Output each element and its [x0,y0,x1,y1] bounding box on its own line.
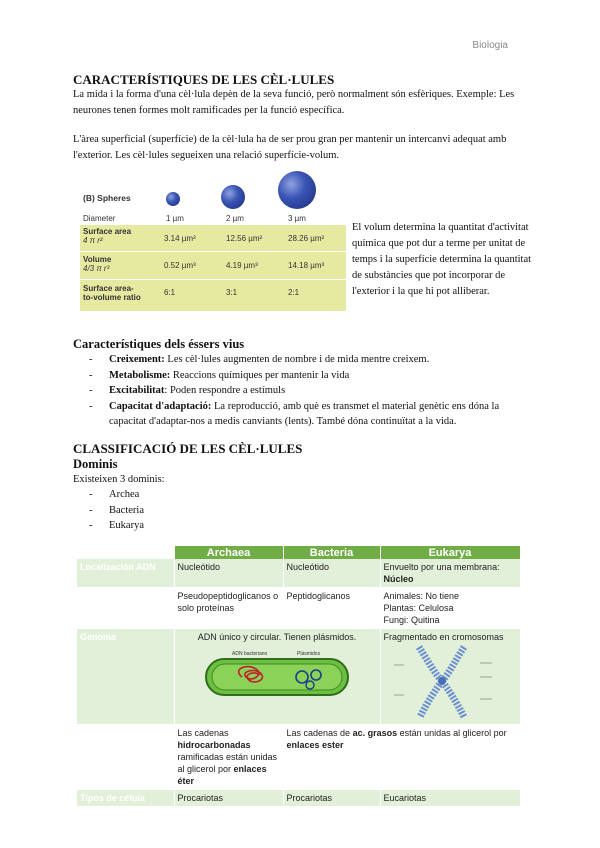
surface-area-2: 12.56 µm² [226,234,263,243]
header-subject: Biologia [472,40,508,51]
header-archaea: Archaea [174,546,283,559]
sphere-1um [166,192,180,206]
diameter-label: Diameter [83,214,116,223]
volume-1: 0.52 µm³ [164,261,196,270]
table-row [77,629,520,725]
list-item: - Bacteria [73,503,273,519]
table-cell: Envuelto por una membrana: Núcleo [380,559,520,588]
table-cell: Nucleótido [283,559,380,588]
table-cell: Peptidoglicanos [283,588,380,629]
domains-intro: Existeixen 3 dominis: [73,474,165,485]
table-corner [77,546,174,559]
ratio-3: 2:1 [288,288,300,297]
volume-formula: 4/3 π r³ [83,264,110,273]
diagram-label-dna: ADN bacteriano [232,651,268,657]
table-cell: Las cadenas de ac. grasos están unidas al glicerol por enlaces ester [283,725,520,790]
surface-area-label: Surface area [83,227,132,236]
list-item: - Creixement: Les cèl·lules augmenten de nombre i de mida mentre creixem. [73,352,533,368]
section-title-classification: CLASSIFICACIÓ DE LES CÈL·LULES [73,441,303,456]
surface-area-3: 28.26 µm² [288,234,325,243]
diameter-2: 2 µm [226,214,244,223]
table-cell: Eucariotas [380,790,520,807]
section-title-living-beings: Característiques dels éssers vius [73,337,245,351]
diameter-1: 1 µm [166,214,184,223]
table-cell: Fragmentado en cromosomas [380,629,520,725]
ratio-label-2: to-volume ratio [83,293,141,302]
table-cell: Animales: No tiene Plantas: Celulosa Fungi: Quitina [380,588,520,629]
section-subtitle-domains: Dominis [73,457,118,471]
paragraph-size-shape: La mida i la forma d'una cèl·lula depèn de la seva funció, però normalment són esfèriques. Exemple: Les neurones tenen formes molt ramificades per la funció específica. [73,89,515,116]
table-row [77,559,520,588]
list-item: - Archea [73,487,273,503]
row-label: Composición de la pared [77,588,174,629]
diagram-label-plasmids: Plásmidos [297,651,321,657]
list-item: - Metabolisme: Reaccions químiques per mantenir la vida [73,368,533,384]
bacterial-cell-diagram [202,647,352,699]
table-cell: Las cadenas hidrocarbonadas ramificadas están unidas al glicerol por enlaces éter [174,725,283,790]
surface-area-formula: 4 π r² [83,236,103,245]
table-row [77,588,520,629]
row-label: Tipos de célula [77,790,174,807]
volume-side-text: El volum determina la quantitat d'activitat química que pot dur a terme per unitat de temps i la superfície determina la quantitat de substàncies que pot incorporar de l'exterior i la que hi pot alliberar. [352,222,532,297]
paragraph-surface: L'àrea superficial (superfície) de la cèl·lula ha de ser prou gran per mantenir un intercanvi adequat amb l'exterior. Les cèl·lules segueixen una relació superfície-volum. [73,134,507,161]
header-bacteria: Bacteria [283,546,380,559]
table-cell: ADN único y circular. Tienen plásmidos. ADN bacteriano Plásmidos [174,629,380,725]
section-title-characteristics: CARACTERÍSTIQUES DE LES CÈL·LULES [73,72,335,87]
spheres-figure [80,167,346,312]
chromosome-diagram [384,643,514,719]
classification-table [77,546,521,807]
list-item: - Excitabilitat: Poden respondre a estímuls [73,383,533,399]
table-cell: Nucleótido [174,559,283,588]
header-eukarya: Eukarya [380,546,520,559]
diameter-3: 3 µm [288,214,306,223]
surface-area-1: 3.14 µm² [164,234,196,243]
list-item: - Capacitat d'adaptació: La reproducció, amb què es transmet el material genètic ens dóna la capacitat d'adaptar-nos a medis canviants (lents). També dóna continuïtat a la vida. [73,399,533,430]
table-cell: Procariotas [174,790,283,807]
row-label: Genoma [77,629,174,725]
sphere-3um [278,171,316,209]
volume-label: Volume [83,255,112,264]
figure-title: (B) Spheres [83,193,131,203]
list-item: - Eukarya [73,518,273,534]
ratio-label-1: Surface area- [83,284,134,293]
row-label: Membrana [77,725,174,790]
living-beings-list [73,352,533,430]
ratio-1: 6:1 [164,288,176,297]
table-cell: Pseudopeptidoglicanos o solo proteínas [174,588,283,629]
domains-list [73,487,273,534]
volume-3: 14.18 µm³ [288,261,325,270]
sphere-2um [221,185,245,209]
row-label: Localización ADN [77,559,174,588]
volume-2: 4.19 µm³ [226,261,258,270]
table-row [77,790,520,807]
table-cell: Procariotas [283,790,380,807]
ratio-2: 3:1 [226,288,238,297]
table-row [77,725,520,790]
